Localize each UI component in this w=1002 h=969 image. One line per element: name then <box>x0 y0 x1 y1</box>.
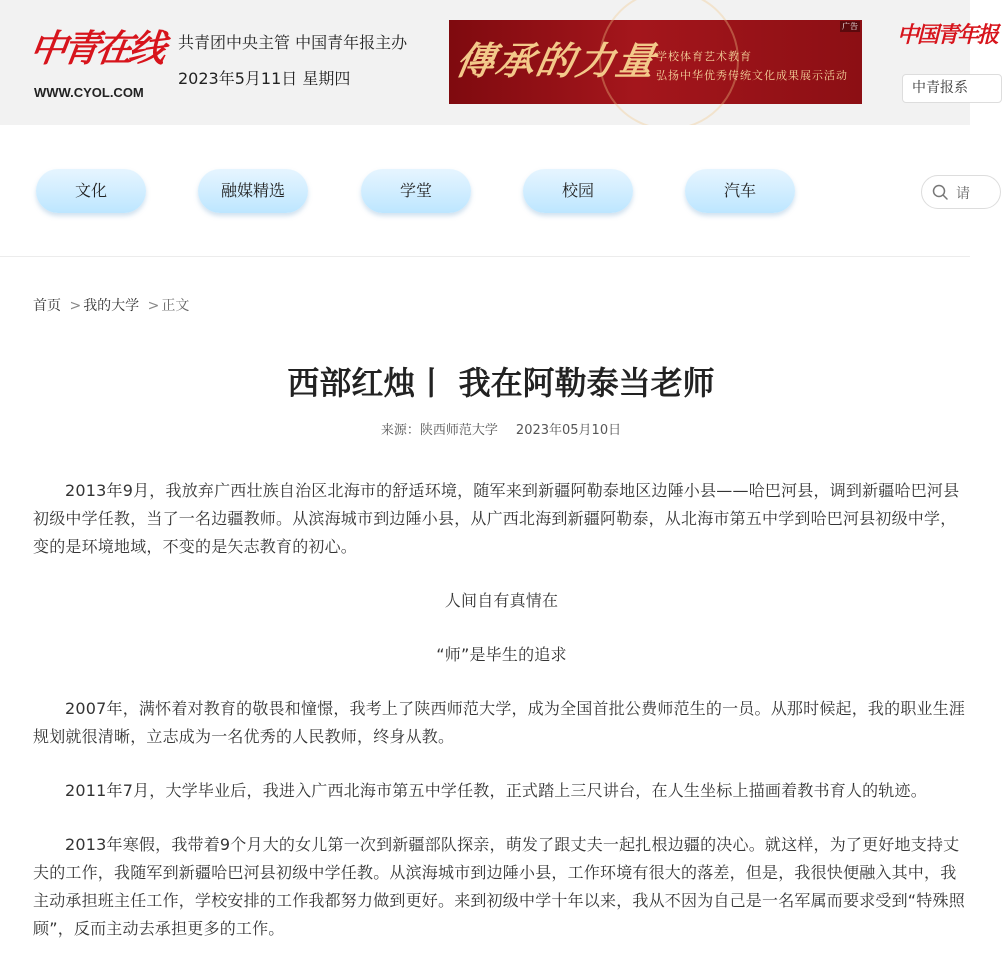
nav-item-culture[interactable]: 文化 <box>36 169 146 213</box>
article-subheading: “师”是毕生的追求 <box>436 645 567 664</box>
article-meta <box>0 419 1002 438</box>
breadcrumb-separator: > <box>69 298 82 314</box>
search-placeholder: 请 <box>956 186 970 202</box>
ad-tag: 广告 <box>842 22 858 31</box>
logo-url: WWW.CYOL.COM <box>34 85 144 100</box>
nav-item-campus[interactable]: 校园 <box>523 169 633 213</box>
nav-item-media[interactable]: 融媒精选 <box>198 169 308 213</box>
nav-item-auto[interactable]: 汽车 <box>685 169 795 213</box>
article-subheading: 人间自有真情在 <box>444 591 559 610</box>
breadcrumb-home[interactable]: 首页 <box>33 298 61 314</box>
article-paragraph: 2011年7月，大学毕业后，我进入广西北海市第五中学任教，正式踏上三尺讲台，在人生坐标上描画着教书育人的轨迹。 <box>65 781 927 800</box>
banner-calligraphy: 傳承的力量 <box>452 38 661 83</box>
logo-calligraphy: 中青在线 <box>26 26 166 70</box>
ad-banner[interactable] <box>449 20 862 104</box>
organizer-text: 共青团中央主管 中国青年报主办 <box>178 33 408 52</box>
search-icon <box>932 184 948 200</box>
article-source: 来源：陕西师范大学 <box>380 423 498 438</box>
banner-line-2: 弘扬中华优秀传统文化成果展示活动 <box>656 69 848 82</box>
newspaper-group-button[interactable]: 中青报系 <box>902 74 1002 103</box>
nav-item-school-hall[interactable]: 学堂 <box>361 169 471 213</box>
article-paragraph: 2013年9月，我放弃广西壮族自治区北海市的舒适环境，随军来到新疆阿勒泰地区边陲小县——哈巴河县，调到新疆哈巴河县初级中学任教，当了一名边疆教师。从滨海城市到边陲小县，从广西北海到新疆阿勒泰，从北海市第五中学到哈巴河县初级中学，变的是环境地域，不变的是矢志教育的初心。 <box>33 481 960 556</box>
breadcrumb <box>33 295 189 315</box>
search-input[interactable] <box>921 175 1001 209</box>
newspaper-logo[interactable]: 中国青年报 <box>897 22 998 48</box>
article-body <box>33 477 970 969</box>
article-paragraph: 2007年，满怀着对教育的敬畏和憧憬，我考上了陕西师范大学，成为全国首批公费师范生的一员。从那时候起，我的职业生涯规划就很清晰，立志成为一名优秀的人民教师，终身从教。 <box>33 699 966 746</box>
banner-line-1: 学校体育艺术教育 <box>656 50 752 63</box>
article-title: 西部红烛丨 我在阿勒泰当老师 <box>287 364 715 402</box>
main-nav <box>0 125 970 257</box>
article-paragraph: 2013年寒假，我带着9个月大的女儿第一次到新疆部队探亲，萌发了跟丈夫一起扎根边疆的决心。就这样，为了更好地支持丈夫的工作，我随军到新疆哈巴河县初级中学任教。从滨海城市到边陲小县，工作环境有很大的落差，但是，我很快便融入其中，我主动承担班主任工作，学校安排的工作我都努力做到更好。来到初级中学十年以来，我从不因为自己是一名军属而要求受到“特殊照顾”，反而主动去承担更多的工作。 <box>33 835 965 938</box>
breadcrumb-current: 正文 <box>161 298 190 314</box>
site-header <box>0 0 998 125</box>
breadcrumb-section[interactable]: 我的大学 <box>83 298 140 314</box>
current-date: 2023年5月11日 星期四 <box>178 69 351 88</box>
breadcrumb-separator: > <box>147 298 160 314</box>
article-date: 2023年05月10日 <box>515 423 622 438</box>
site-logo[interactable] <box>26 18 166 106</box>
